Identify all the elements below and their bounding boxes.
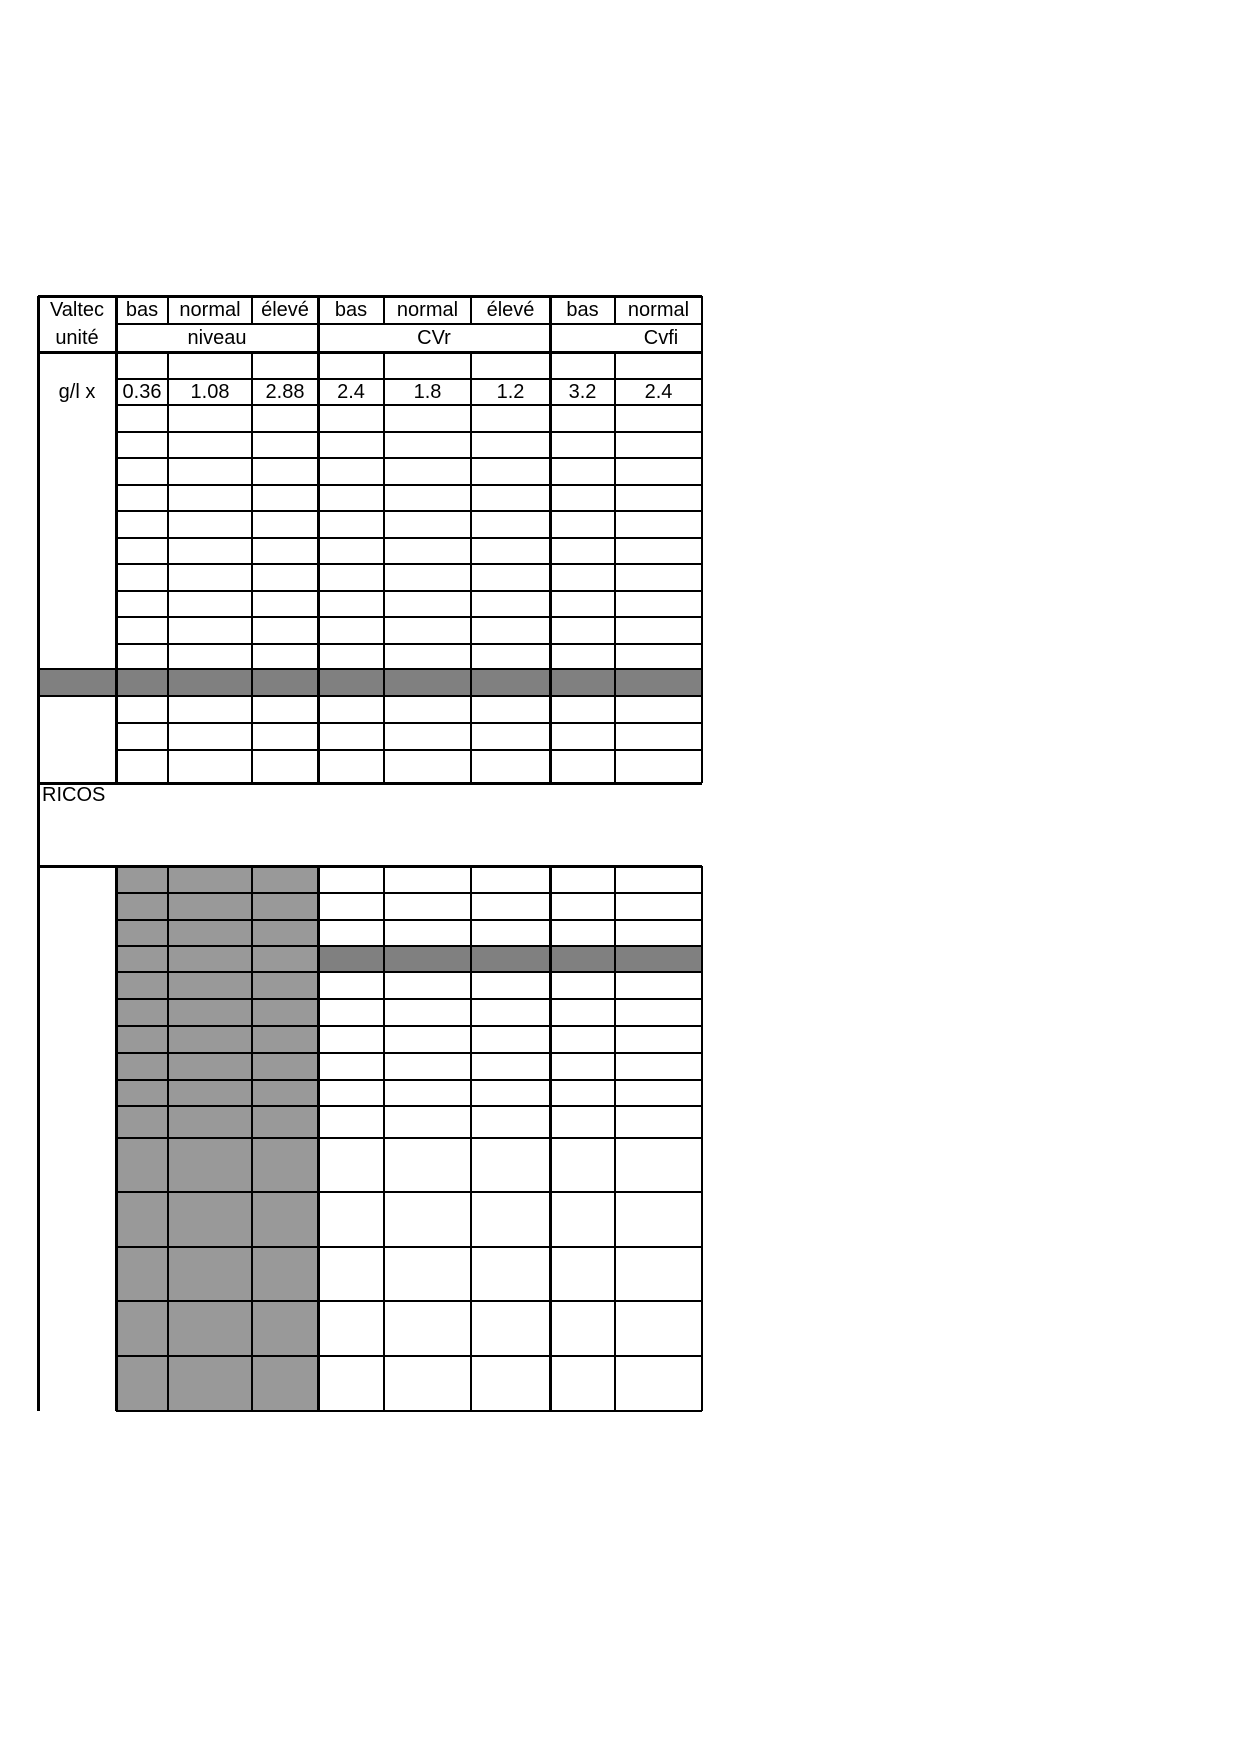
grid-line [38,695,116,697]
grid-line [317,866,320,1411]
value-cvfi-normal: 2.4 [644,381,673,403]
value-niveau-normal: 1.08 [190,381,230,403]
grid-line [549,866,552,1411]
header-cell-cvr-eleve: élevé [486,299,535,321]
value-cvr-bas: 2.4 [337,381,365,403]
header-cell-niveau-normal: normal [179,299,241,321]
grid-line [38,865,702,868]
header-cell-cvr-normal: normal [396,299,459,321]
group-label-cvfi: Cvfi [643,327,679,349]
grid-line [115,296,118,783]
grid-line [317,324,320,352]
grid-line [251,352,253,783]
grid-line [701,866,703,1411]
grid-line [317,352,320,783]
grid-line [614,296,616,324]
header-cell-niveau-eleve: élevé [261,299,309,321]
grid-line [37,296,40,1411]
grid-line [383,296,385,324]
grid-line [167,296,169,324]
header-cell-niveau-bas: bas [125,299,159,321]
section-label-ricos: RICOS [42,784,106,806]
grid-line [317,296,320,324]
unit-label: g/l x [58,381,96,403]
value-cvr-normal: 1.8 [413,381,442,403]
grid-line [167,866,169,1411]
value-niveau-eleve: 2.88 [265,381,305,403]
shaded-row [38,669,702,696]
grid-line [549,352,552,783]
grid-line [614,866,616,1411]
grid-line [614,352,616,783]
header-cell-cvfi-normal: normal [627,299,690,321]
value-cvr-eleve: 1.2 [496,381,525,403]
grid-line [549,296,552,324]
header-cell-unite: unité [55,327,99,349]
grid-line [383,352,385,783]
grid-line [470,866,472,1411]
group-label-niveau: niveau [187,327,247,349]
header-cell-valtec: Valtec [49,299,105,321]
header-cell-cvr-bas: bas [334,299,368,321]
grid-line [115,866,118,1411]
grid-line [549,324,552,352]
grid-line [251,866,253,1411]
grid-line [167,352,169,783]
grid-line [38,295,702,298]
group-label-cvr: CVr [417,327,451,349]
grid-line [38,782,702,785]
header-cell-cvfi-bas: bas [566,299,599,321]
grid-line [470,352,472,783]
grid-line [383,866,385,1411]
grid-line [38,351,702,354]
value-cvfi-bas: 3.2 [568,381,597,403]
grid-line [470,296,472,324]
grid-line [701,296,703,783]
value-niveau-bas: 0.36 [122,381,162,403]
grid-line [251,296,253,324]
grid-line [38,668,116,670]
